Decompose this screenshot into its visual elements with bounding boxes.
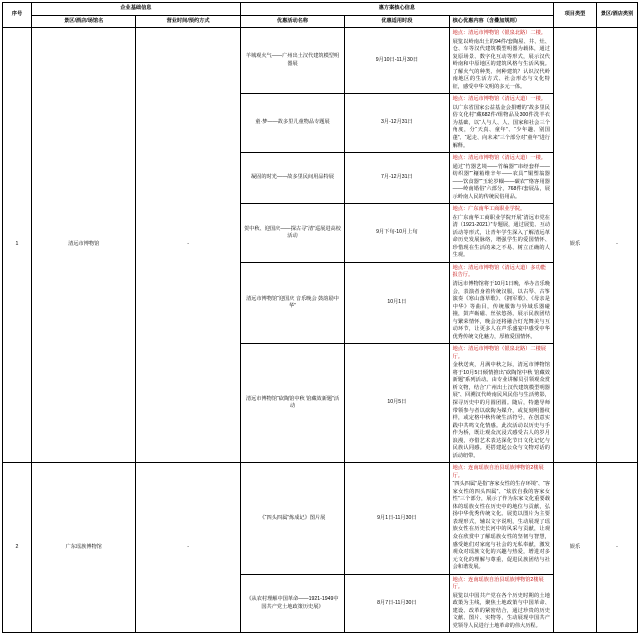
table-column-header-row — [3, 15, 638, 28]
activity-name: 贺中秋、迎国庆——探古寻“清”巡展进高校活动 — [240, 204, 344, 263]
offer-description: 展览以中国共产党在各个历史时期的土地政策为主线，聚焦土地政策与中国革命、建设、改革的紧密结合，通过珍贵的历史文献、图片、实物等，生动展现中国共产党领导人民进行土地革命的伟大历程。 — [452, 592, 550, 629]
header-num: 序号 — [3, 3, 32, 28]
table-row — [3, 28, 638, 94]
offer-description: 以广东省国家公益基金会捐赠的“故多里民俗文化村”藏682件/组物品及300件洗羊衣为基础，以“人与人、人、国家和社会三个角度，分“天真、童年”、“少年趣、别国蓬”、“起走、向未来”三个部分对“童年”进行解释。 — [452, 104, 550, 149]
table-row — [3, 463, 638, 574]
project-type: 娱乐 — [554, 28, 597, 463]
offer-location-title: 地点：清远市博物馆（银泉北路）二楼展厅。 — [452, 346, 546, 360]
scenic-discount: - — [597, 28, 638, 463]
business-hours: - — [136, 463, 240, 633]
row-number: 1 — [3, 28, 32, 463]
offer-content — [449, 153, 553, 204]
activity-period: 9月1日-11月30日 — [345, 463, 449, 574]
activity-name: 清远市博物馆“迎国庆 音乐晚会 鼓韵励中华” — [240, 262, 344, 343]
offer-description: 通过“竹器艺境——竹编器”“串经套样——纺织器”“穰箱维辛年——农具”“铜塑翁器——饮食器”“玉轮岁帼——碳农”“烙客用器——岭南婚俗”六部分，768件/套展品，展示岭南人民的传统民俗用品。 — [452, 163, 550, 200]
activity-period: 3月-12月31日 — [345, 94, 449, 153]
activity-name: 《“四头四属”炼成记》图片展 — [240, 463, 344, 574]
business-hours: - — [136, 28, 240, 463]
activity-period: 8月7日-11月30日 — [345, 574, 449, 633]
offer-content — [449, 262, 553, 343]
offer-content — [449, 463, 553, 574]
header-time: 营业时间/预约方式 — [136, 15, 240, 28]
activity-period: 9月下旬-10月上旬 — [345, 204, 449, 263]
offer-description: 展览以岭南出土的94件/套陶屋、井、灶、仓、车等汉代建筑模型明器为载体，通过复原场景、数字化互动等形式，展示汉代岭南和中原地区的建筑风格与生活风貌。了解火气的种类、何种建筑？认识汉代岭南地区的生活方式、社会形态与文化特征，感受中华文明的多元一体。 — [452, 38, 550, 90]
header-content: 核心优惠内容（含叠加规则） — [449, 15, 553, 28]
header-scenic-discount: 景区/酒店类别 — [597, 3, 638, 28]
table-group-header-row — [3, 3, 638, 16]
header-project-type: 项目类型 — [554, 3, 597, 28]
offer-content — [449, 204, 553, 263]
offer-content — [449, 574, 553, 633]
header-group-offer-info: 惠方案核心信息 — [240, 3, 553, 16]
offer-content — [449, 344, 553, 463]
activity-period: 9月10日-11月30日 — [345, 28, 449, 94]
venue-name: 清远市博物馆 — [32, 28, 136, 463]
activity-name: 童·梦——故多里儿童物品专题展 — [240, 94, 344, 153]
offer-location-title: 地点：清远市博物馆（清远大道）一楼。 — [452, 155, 546, 162]
offer-location-title: 地点：清远市博物馆（清远大道）多功能报告厅。 — [452, 264, 546, 279]
activity-period: 10月5日 — [345, 344, 449, 463]
activity-name: 凝固的时光——故多里民间用品特展 — [240, 153, 344, 204]
offers-table — [2, 2, 638, 633]
activity-period: 7月-12月31日 — [345, 153, 449, 204]
offer-location-title: 地点：连南瑶族自治县瑶族博物馆2楼展厅。 — [452, 465, 544, 479]
offer-content — [449, 94, 553, 153]
scenic-discount: - — [597, 463, 638, 633]
offer-location-title: 地点：广东南华工商职业学院。 — [452, 206, 526, 213]
offer-description: 在广东南华工商职业学院开展“清远市党在清（1921-2021）”专题展，通过展览、互动活动等形式，让青年学生深入了解清远革命历史发展脉络，增强学生的爱国情怀、珍惜现在生活的来之不易、树立正确的人生观。 — [452, 214, 550, 259]
activity-name: 清远市博物馆“砍陶馆中秋 馆藏效新题”活动 — [240, 344, 344, 463]
header-name: 景区/酒店/场馆名 — [32, 15, 136, 28]
header-activity: 优惠活动名称 — [240, 15, 344, 28]
offer-content — [449, 28, 553, 94]
project-type: 娱乐 — [554, 463, 597, 633]
activity-name: 羊城观火气——广州出土汉代建筑模型明器展 — [240, 28, 344, 94]
activity-name: 《从农村理解中国革命——1921-1949中国共产党土地政策历史展》 — [240, 574, 344, 633]
offer-description: 金秋送爽，月满中秋之际，清远市博物馆将于10月5日倾情推出“砍陶馆中秋 馆藏效新题”系列活动。由专业讲解员引领观众赏析文物，结合“广州出土汉代建筑模型明器展”、回溯汉代岭南民风民俗与生活剪影，探寻历史中的月圆团圆。随后，特邀导师带领参与者以砍陶为媒介，或复刻明器纹样，或定格中秋传统生活符号，在创意实践中共鸣文化情感。此次活动以历史与手作为桥，既让观众沉浸式感受古人的岁月浪漫，亦借艺术表达深化节日文化记忆与民族认同感。更搭建起公众与文物对话的活动纽带。 — [452, 362, 550, 459]
activity-period: 10月1日 — [345, 262, 449, 343]
offer-location-title: 地点：清远市博物馆（清远大道）一楼。 — [452, 96, 546, 103]
offer-location-title: 地点：清远市博物馆（银泉北路）二楼。 — [452, 30, 546, 37]
offer-description: “四头四属”是指“客家女性的生存环境”、“客家女性的四头四属”、“炫放自我的客家女性”三个部分，展示了作为东家文化重要载体的瑶族女性在历史中的地位与贡献，弘扬中华优秀传统文化。展览以图片为主要表现形式，辅以文字说明，生动展现了瑶族女性在历史长河中的风采与贡献，让观众在欣赏中了解瑶族女性的坚韧与智慧，感受她们对家庭与社会的无私奉献，激发观众对瑶族文化的兴趣与热爱，增进对多元文化的理解与尊重，促进民族团结与社会和谐发展。 — [452, 481, 550, 571]
offer-location-title: 地点：连南瑶族自治县瑶族博物馆2楼展厅。 — [452, 576, 544, 591]
venue-name: 广东瑶族博物馆 — [32, 463, 136, 633]
header-date: 优惠适用时段 — [345, 15, 449, 28]
row-number: 2 — [3, 463, 32, 633]
table-body — [3, 28, 638, 633]
header-group-base-info: 企业基础信息 — [32, 3, 241, 16]
offer-description: 清远市博物馆将于10月1日晚，举办音乐晚会，表演者身着传统汉服，以古琴、古筝演奏《寒山落草歌》、《拥军歌》、《母亲是中华》等曲目，传统服饰与异域乐器碰撞，鼓声砺磁、丝弦悠扬，展示民族团结与繁荣情怀，晚会还将融合灯光舞美与互动环节，让更多人在声乐盛宴中感受中华优秀传统文化魅力，厚植爱国情怀。 — [452, 281, 550, 340]
